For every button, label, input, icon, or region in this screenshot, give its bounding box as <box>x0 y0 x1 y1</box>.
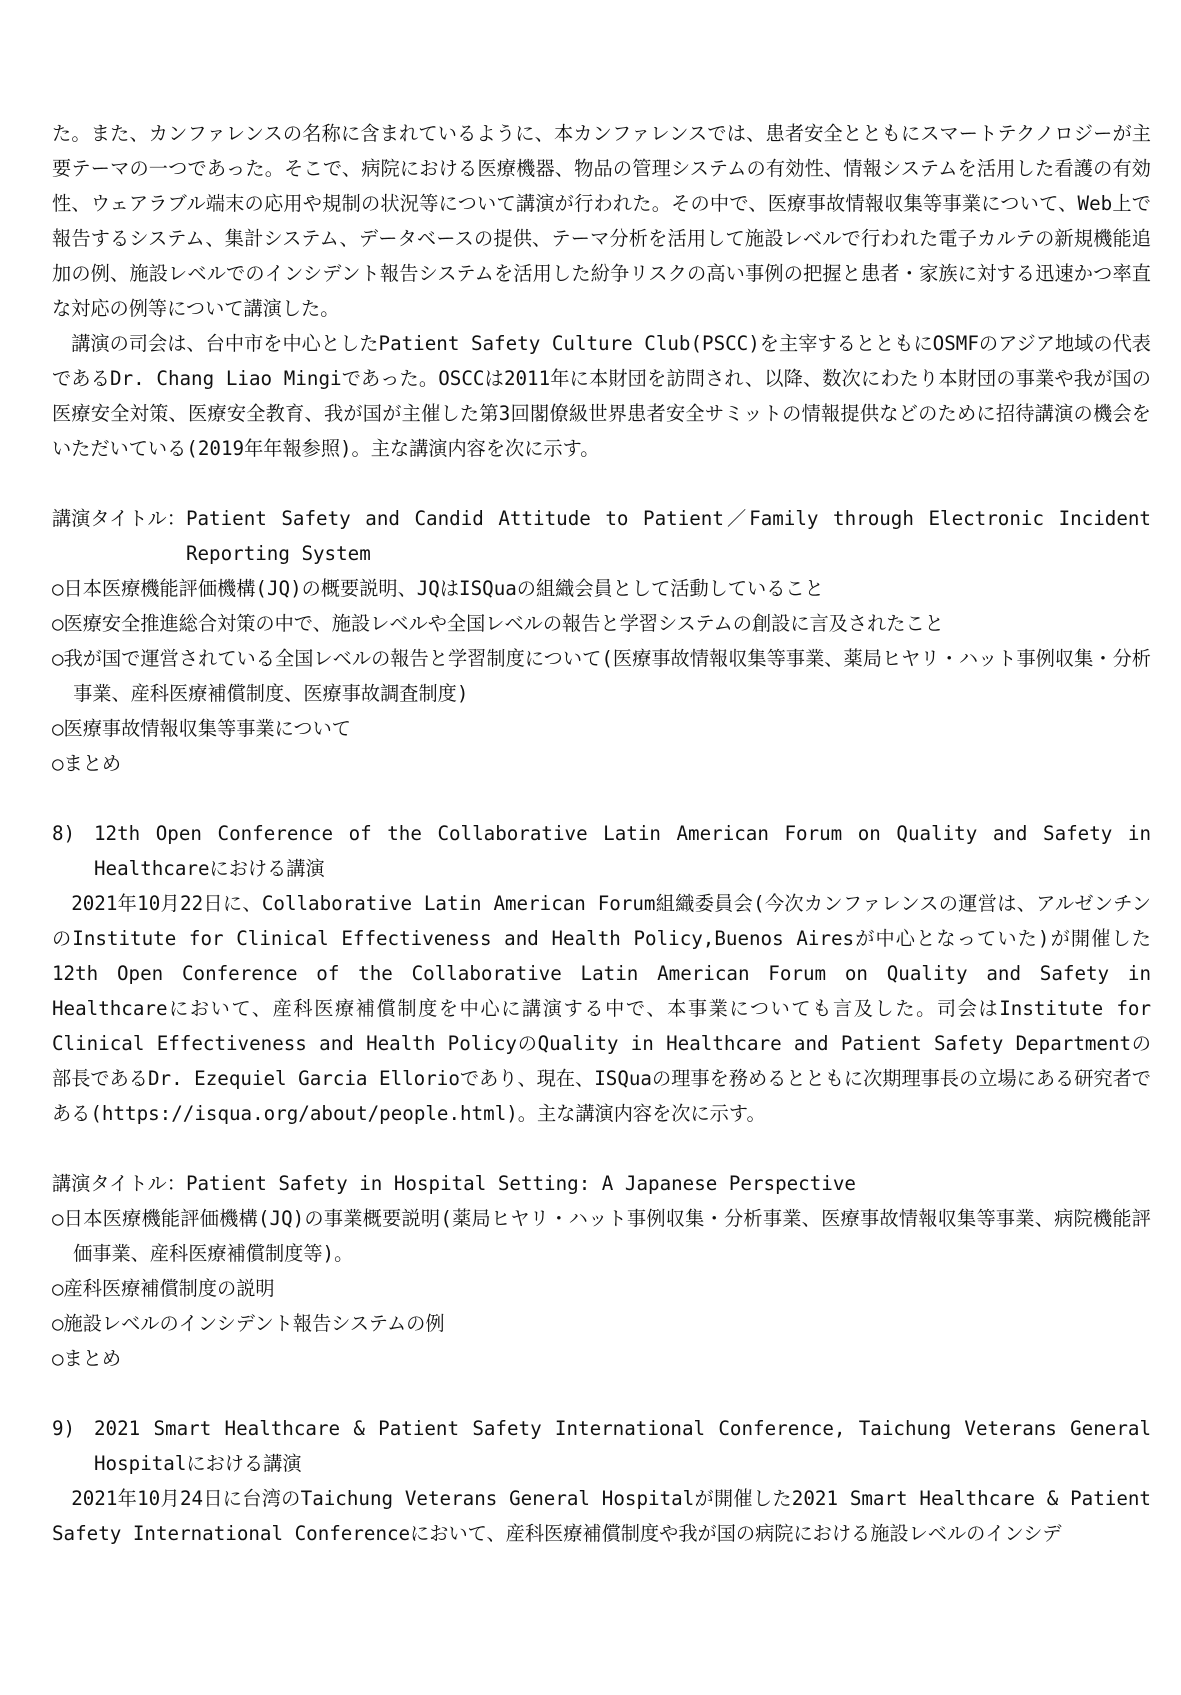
talk2-bullet: ○日本医療機能評価機構(JQ)の事業概要説明(薬局ヒヤリ・ハット事例収集・分析事業、医療事故情報収集等事業、病院機能評価事業、産科医療補償制度等)。 <box>52 1207 1151 1265</box>
talk1-bullet: ○我が国で運営されている全国レベルの報告と学習制度について(医療事故情報収集等事業、薬局ヒヤリ・ハット事例収集・分析事業、産科医療補償制度、医療事故調査制度) <box>52 647 1151 705</box>
talk1-bullet: ○日本医療機能評価機構(JQ)の概要説明、JQはISQuaの組織会員として活動していること <box>52 577 824 600</box>
section8-number: 8) <box>52 822 76 845</box>
section9-number: 9) <box>52 1417 76 1440</box>
section9-heading: 2021 Smart Healthcare & Patient Safety International Conference, Taichung Veterans General Hospitalにおける講演 <box>94 1417 1151 1475</box>
talk1-bullet: ○まとめ <box>52 752 122 775</box>
talk2-title-label: 講演タイトル： <box>52 1172 186 1195</box>
talk2-title-block <box>52 1166 1151 1201</box>
section9-heading-block <box>52 1411 1151 1481</box>
talk1-title: Patient Safety and Candid Attitude to Patient／Family through Electronic Incident Reporting System <box>185 507 1151 565</box>
intro-paragraph: た。また、カンファレンスの名称に含まれているように、本カンファレンスでは、患者安全とともにスマートテクノロジーが主要テーマの一つであった。そこで、病院における医療機器、物品の管理システムの有効性、情報システムを活用した看護の有効性、ウェアラブル端末の応用や規制の状況等について講演が行われた。その中で、医療事故情報収集等事業について、Web上で報告するシステム、集計システム、データベースの提供、テーマ分析を活用して施設レベルで行われた電子カルテの新規機能追加の例、施設レベルでのインシデント報告システムを活用した紛争リスクの高い事例の把握と患者・家族に対する迅速かつ率直な対応の例等について講演した。 <box>52 122 1151 320</box>
moderator-paragraph: 講演の司会は、台中市を中心としたPatient Safety Culture Club(PSCC)を主宰するとともにOSMFのアジア地域の代表であるDr. Chang Liao Mingiであった。OSCCは2011年に本財団を訪問され、以降、数次にわたり本財団の事業や我が国の医療安全対策、医療安全教育、我が国が主催した第3回閣僚級世界患者安全サミットの情報提供などのために招待講演の機会をいただいている(2019年年報参照)。主な講演内容を次に示す。 <box>52 332 1151 460</box>
talk1-bullet: ○医療事故情報収集等事業について <box>52 717 351 740</box>
section8-heading: 12th Open Conference of the Collaborative Latin American Forum on Quality and Safety in Healthcareにおける講演 <box>94 822 1151 880</box>
section9-body: 2021年10月24日に台湾のTaichung Veterans General Hospitalが開催した2021 Smart Healthcare & Patient Safety International Conferenceにおいて、産科医療補償制度や我が国の病院における施設レベルのインシデ <box>52 1487 1151 1545</box>
talk2-bullet: ○まとめ <box>52 1347 122 1370</box>
talk2-bullet: ○産科医療補償制度の説明 <box>52 1277 275 1300</box>
talk1-title-label: 講演タイトル： <box>52 507 186 530</box>
spacer <box>52 1131 1151 1166</box>
spacer <box>52 466 1151 501</box>
section8-heading-block <box>52 816 1151 886</box>
section8-body: 2021年10月22日に、Collaborative Latin American Forum組織委員会(今次カンファレンスの運営は、アルゼンチンのInstitute for Clinical Effectiveness and Health Policy,Buenos Airesが中心となっていた)が開催した12th Open Conference of the Collaborative Latin American Forum on Quality and Safety in Healthcareにおいて、産科医療補償制度を中心に講演する中で、本事業についても言及した。司会はInstitute for Clinical Effectiveness and Health PolicyのQuality in Healthcare and Patient Safety Departmentの部長であるDr. Ezequiel Garcia Ellorioであり、現在、ISQuaの理事を務めるとともに次期理事長の立場にある研究者である(https://isqua.org/about/people.html)。主な講演内容を次に示す。 <box>52 892 1151 1125</box>
spacer <box>52 1376 1151 1411</box>
talk2-bullet: ○施設レベルのインシデント報告システムの例 <box>52 1312 445 1335</box>
spacer <box>52 781 1151 816</box>
talk1-title-block <box>52 501 1151 571</box>
talk1-bullet: ○医療安全推進総合対策の中で、施設レベルや全国レベルの報告と学習システムの創設に言及されたこと <box>52 612 944 635</box>
talk2-title: Patient Safety in Hospital Setting: A Japanese Perspective <box>185 1172 856 1195</box>
